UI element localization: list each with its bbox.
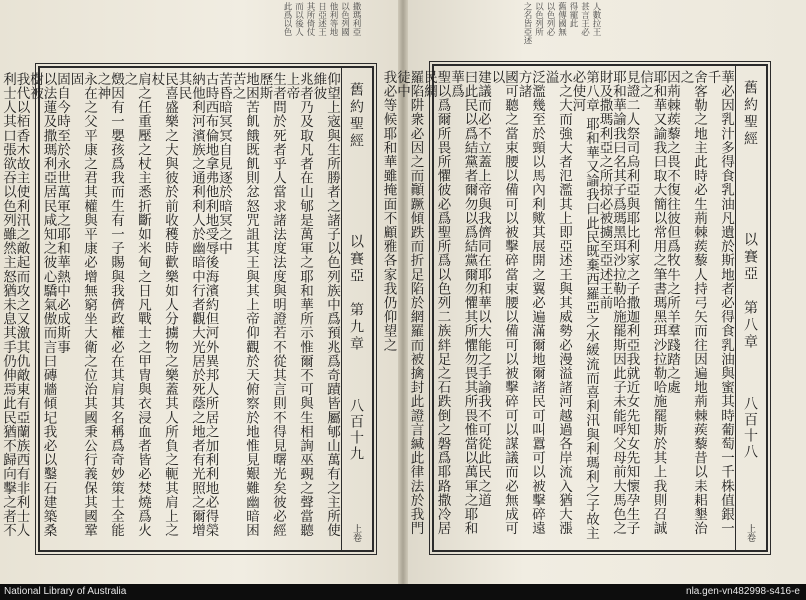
right-body-text [380, 70, 734, 546]
text-column: 地困苦飢餓既飢則忿怒咒詛其王與其上帝仰觀於天俯察於地惟見艱難幽暗困苦之 [229, 72, 259, 538]
text-column: 華必因乳汁多得食乳油凡遺於斯地者必得食乳油與蜜其時葡萄一千株值銀一千 [704, 70, 734, 536]
text-column: 第八章 耶和華又諭我曰此民既棄西羅亞之水緩流而喜利汛與利瑪利之子故主必使河 [569, 70, 599, 541]
volume-mark: 上卷 [745, 524, 755, 542]
right-page-top-notes [440, 2, 600, 62]
text-column: 見證二人祭司烏利亞與耶比利家之子撒迦利亞我就近女先知女先知懷孕生子 [623, 70, 640, 536]
top-note: 以色列國 [339, 2, 350, 36]
text-column: 民喜盛樂之大與彼於前收穫時歡樂如人分擄物之樂蓋其人所負之軛其肩上之杖 [148, 72, 178, 538]
text-column: 固自今時至於永世萬軍之耶和華熱中必成斯事 [54, 72, 70, 354]
text-column: 兆者乃及取凡者在山郇是萬軍之耶和華所示惟爾不可與生相詢巫覡之聲當聽上帝 [283, 72, 313, 538]
text-column: 納他利河濱族之通利利人於幽暗中行者觀大光居於死蔭之地者有光照之爾增其民 [175, 72, 205, 538]
text-column: 泛濫幾至於頸以馬內利歟其展開之翼必遍滿爾地爾諸民可叫囂可以被擊碎遠方諸 [515, 70, 545, 536]
top-note: 舊傳國無 [556, 2, 567, 36]
chapter-header [346, 234, 366, 353]
top-note: 而以後人 [293, 2, 304, 36]
book-name: 以賽亞 [348, 234, 364, 285]
top-note: 之名皆亞述 [522, 2, 532, 45]
viewer-footer [0, 584, 806, 600]
chapter-label: 第九章 [348, 302, 364, 353]
volume-mark: 上卷 [351, 524, 361, 542]
page-number: 八百十八 [742, 396, 758, 460]
top-note: 日亞述王 [316, 2, 327, 36]
text-column: 肩之任重壓之杖主悉折斷如米甸之日凡戰士之甲冑與衣浸血者皆必焚燒爲火之 [121, 72, 151, 538]
text-column: 因荊棘蒺藜之畏不復往彼但爲牧牛之所羊羣踐踏之處 [664, 70, 680, 395]
book-title: 舊約聖經 [348, 82, 364, 150]
text-column: 燬因有一嬰孩爲我而生有一子賜與我儕政權必在其肩其名稱爲奇妙策士全能之神 [94, 72, 124, 538]
top-note: 其所倚仗 [305, 2, 315, 36]
chapter-header [740, 232, 760, 351]
book-name: 以賽亞 [742, 232, 758, 283]
right-text-frame [380, 64, 768, 552]
text-column: 財及撒瑪利亞之所掠必被擄至亞述王前 [596, 70, 613, 310]
text-column: 永在之父平康之君其權與平康必增無窮坐大衛之位治其國秉公行義保其國鞏固 [67, 72, 97, 538]
text-column: 舍客勒之地主此時必生荊棘蒺藜人持弓矢而往因遍地荊棘蒺藜昔以耒耜墾治之 [677, 70, 707, 536]
right-running-header [735, 66, 766, 550]
chapter-label: 第八章 [742, 300, 758, 351]
image-identifier: nla.gen-vn482998-s416-e [686, 586, 800, 597]
top-note: 此爲以色 [282, 2, 292, 36]
text-column: 仰望上宼與生所勝者之諸子以色列族中爲預兆爲奇蹟皆屬郇山萬有之主所使維彼 [310, 72, 340, 538]
left-text-frame [0, 66, 374, 552]
top-note: 人數拉王 [591, 2, 601, 36]
text-column: 生者問於死者乎人當求諸法度法度與明證若不從其言則不得見曙光矣彼必經歷斯 [256, 72, 286, 538]
top-note: 以色列所 [533, 2, 544, 36]
top-note: 甚言王必 [579, 2, 590, 36]
text-column: 苦昏暗冥冥自見逐於暗冥之中 [216, 72, 232, 256]
text-column: 以法蓮及撒瑪利亞居民咸知之彼心驕氣傲而言曰磚牆傾圮我必以鑿石建築桑樹被 [27, 72, 57, 538]
top-note: 得寵此 [568, 2, 578, 28]
top-note: 撒瑪利亞 [351, 2, 361, 36]
text-column: 利士人其口張欲吞以色列雖然主怒猶未息其手仍伸焉此民猶不歸向擊之者不 [0, 72, 16, 538]
text-column: 羅陷阱衆必因之而顚蹶傾跌而折足陷於網羅而被擒封此證言緘此律法於我門徒中 [394, 70, 424, 536]
text-column: 建議而必不立蓋上帝與我儕同在耶和華以大能之手諭我不可從此民之道 [475, 70, 491, 508]
top-note: 以色列必 [545, 2, 555, 36]
left-page-top-notes [40, 2, 360, 62]
page-number: 八百十九 [348, 398, 364, 462]
text-column: 耶和華又諭我曰取大簡以常用之筆書瑪黑珥沙拉勒哈施罷斯於其上我則召誠信之 [637, 70, 667, 536]
book-title: 舊約聖經 [742, 80, 758, 148]
text-column: 我必等候耶和華雖掩面不顧雅各家我仍仰望之 [380, 70, 397, 352]
left-body-text [0, 72, 340, 546]
text-column: 古時西布倫地拿弗他利地受辱後海濱約但河外異邦人所居之加利利地必得榮 [202, 72, 219, 538]
text-column: 耶和華諭我曰名其子爲瑪黑珥沙拉勒哈施罷斯因此子未能呼父母前大馬色之 [610, 70, 626, 536]
text-column: 國可聽之當束腰以備可以被擊碎當束腰以備可以被擊碎可以謀議而必無成可以 [488, 70, 518, 536]
text-column: 曰此民以爲結黨者爾勿以爲結黨爾勿懼其所懼勿畏其所畏惟當以萬軍之耶和華爲 [448, 70, 478, 536]
top-note: 他利等地 [328, 2, 338, 36]
text-column: 我代以栢香木故主使利汛之敵起而攻之又激其仇敵東有亞蘭族西有非利士人 [13, 72, 30, 538]
left-running-header [341, 68, 372, 550]
text-column: 水之大而強大者氾濫其上即亞述王與其威勢必漫溢諸河越過各岸流入猶大漲溢 [542, 70, 572, 536]
library-credit: National Library of Australia [4, 586, 127, 597]
text-column: 聖以爲爾所畏所懼彼必爲聖所爲以色列二族絆足之石跌倒之磐爲耶路撒冷居民網 [421, 70, 451, 536]
